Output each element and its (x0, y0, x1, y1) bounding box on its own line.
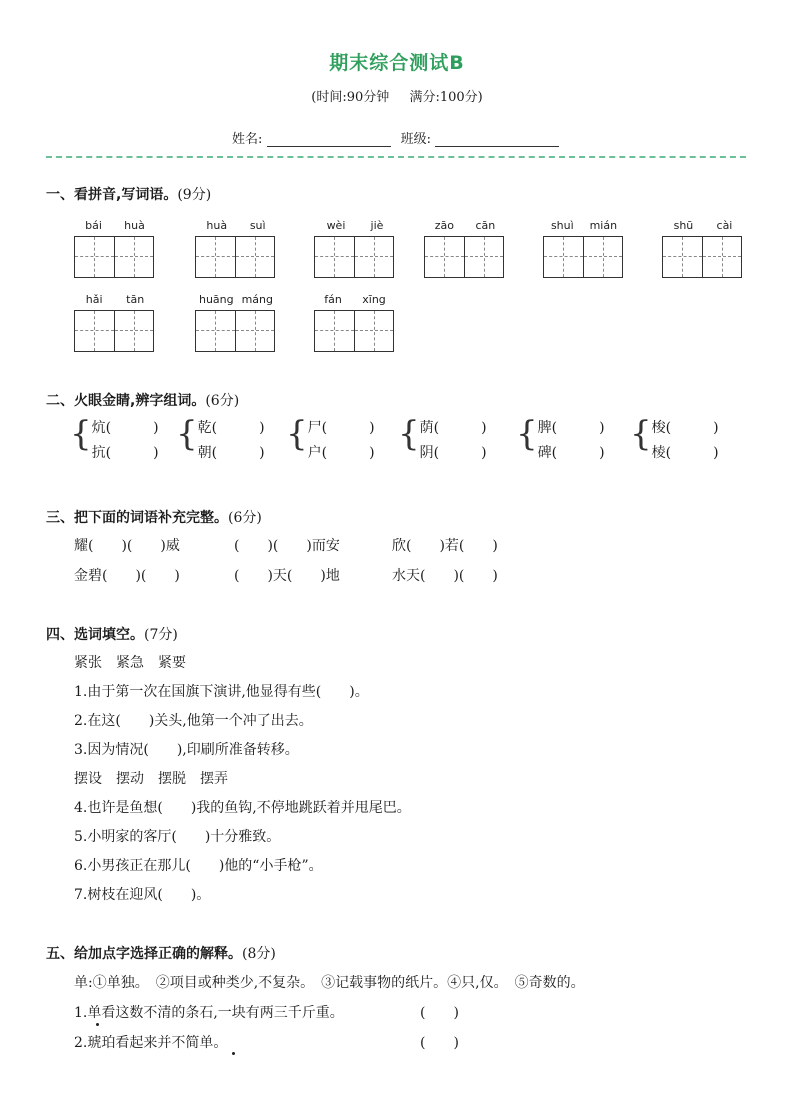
char-item[interactable]: 户( ) (307, 445, 375, 461)
writing-grid-9[interactable] (314, 310, 394, 352)
section-1-heading (46, 184, 211, 204)
section-4-heading (46, 624, 178, 644)
brace-icon: { (630, 414, 652, 454)
section-5-heading (46, 943, 276, 963)
writing-grid-4[interactable] (424, 236, 504, 278)
question-item[interactable]: 7.树枝在迎风( )。 (74, 887, 211, 903)
section-2-heading (46, 390, 239, 410)
section-5-points: (8分) (242, 946, 276, 962)
writing-grid-7[interactable] (74, 310, 154, 352)
writing-grid-8[interactable] (195, 310, 275, 352)
question-item[interactable]: 6.小男孩正在那儿( )他的“小手枪”。 (74, 858, 323, 874)
idiom-item[interactable]: 金碧( )( ) (74, 568, 180, 584)
section-4-title: 四、选词填空。 (46, 627, 144, 643)
section-5-title: 五、给加点字选择正确的解释。 (46, 946, 242, 962)
pinyin-item-1: bái huà (85, 219, 145, 232)
char-item[interactable]: 乾( ) (197, 420, 265, 436)
char-item[interactable]: 荫( ) (419, 420, 487, 436)
question-item[interactable]: 5.小明家的客厅( )十分雅致。 (74, 829, 281, 845)
char-item[interactable]: 朝( ) (197, 445, 265, 461)
answer-blank[interactable]: ( ) (420, 1005, 459, 1021)
definition-options: 单:①单独。 ②项目或种类少,不复杂。 ③记载事物的纸片。④只,仅。 ⑤奇数的。 (74, 975, 585, 991)
answer-blank[interactable]: ( ) (420, 1035, 459, 1051)
idiom-item[interactable]: 水天( )( ) (392, 568, 498, 584)
writing-grid-2[interactable] (195, 236, 275, 278)
char-pair-3 (286, 416, 375, 466)
full-score: 满分:100分) (409, 90, 483, 105)
pinyin-item-9: fán xīng (324, 293, 386, 306)
question-item: 2.琥珀看起来并不简单。 (74, 1035, 228, 1051)
brace-icon: { (70, 414, 92, 454)
writing-grid-6[interactable] (662, 236, 742, 278)
char-pair-1 (70, 416, 159, 466)
name-field[interactable] (267, 132, 391, 147)
char-item[interactable]: 碑( ) (537, 445, 605, 461)
exam-meta (0, 86, 794, 105)
question-item[interactable]: 3.因为情况( ),印刷所准备转移。 (74, 742, 299, 758)
pinyin-item-3: wèi jiè (326, 219, 384, 232)
question-item[interactable]: 1.由于第一次在国旗下演讲,他显得有些( )。 (74, 684, 369, 700)
page-title: 期末综合测试B (329, 52, 465, 74)
writing-grid-1[interactable] (74, 236, 154, 278)
char-pair-2 (176, 416, 265, 466)
section-3-heading (46, 507, 262, 527)
section-2-points: (6分) (205, 393, 240, 409)
char-pair-6 (630, 416, 719, 466)
pinyin-item-7: hǎi tān (85, 293, 145, 306)
idiom-item[interactable]: 耀( )( )威 (74, 538, 180, 554)
writing-grid-3[interactable] (314, 236, 394, 278)
pinyin-item-2: huà suì (206, 219, 266, 232)
emphasis-dot (96, 1023, 99, 1026)
pinyin-item-4: zāo cān (434, 219, 496, 232)
divider (46, 156, 746, 158)
brace-icon: { (398, 414, 420, 454)
char-item[interactable]: 棱( ) (651, 445, 719, 461)
idiom-item[interactable]: 欣( )若( ) (392, 538, 498, 554)
question-item: 1.单看这数不清的条石,一块有两三千斤重。 (74, 1005, 344, 1021)
question-item[interactable]: 2.在这( )关头,他第一个冲了出去。 (74, 713, 313, 729)
pinyin-item-8: huāng máng (198, 293, 274, 306)
idiom-item[interactable]: ( )( )而安 (234, 538, 340, 554)
char-item[interactable]: 抗( ) (91, 445, 159, 461)
char-pair-5 (516, 416, 605, 466)
section-1-points: (9分) (177, 187, 212, 203)
section-1-title: 一、看拼音,写词语。 (46, 187, 178, 203)
char-item[interactable]: 脾( ) (537, 420, 605, 436)
section-3-title: 三、把下面的词语补充完整。 (46, 510, 228, 526)
char-item[interactable]: 阴( ) (419, 445, 487, 461)
name-class-row (232, 128, 559, 147)
char-item[interactable]: 尸( ) (307, 420, 375, 436)
brace-icon: { (286, 414, 308, 454)
word-bank-1: 紧张 紧急 紧要 (74, 655, 186, 671)
char-item[interactable]: 炕( ) (91, 420, 159, 436)
emphasis-dot (232, 1052, 235, 1055)
char-item[interactable]: 梭( ) (651, 420, 719, 436)
brace-icon: { (516, 414, 538, 454)
question-item[interactable]: 4.也许是鱼想( )我的鱼钩,不停地跳跃着并甩尾巴。 (74, 800, 411, 816)
class-field[interactable] (435, 132, 559, 147)
time-limit: (时间:90分钟 (311, 90, 390, 105)
pinyin-item-6: shū cài (673, 219, 733, 232)
section-3-points: (6分) (228, 510, 262, 526)
pinyin-item-5: shuì mián (550, 219, 618, 232)
section-4-points: (7分) (144, 627, 178, 643)
idiom-item[interactable]: ( )天( )地 (234, 568, 340, 584)
brace-icon: { (176, 414, 198, 454)
char-pair-4 (398, 416, 487, 466)
name-label: 姓名: (232, 132, 263, 147)
word-bank-2: 摆设 摆动 摆脱 摆弄 (74, 771, 228, 787)
writing-grid-5[interactable] (543, 236, 623, 278)
section-2-title: 二、火眼金睛,辨字组词。 (46, 393, 206, 409)
class-label: 班级: (400, 132, 432, 147)
